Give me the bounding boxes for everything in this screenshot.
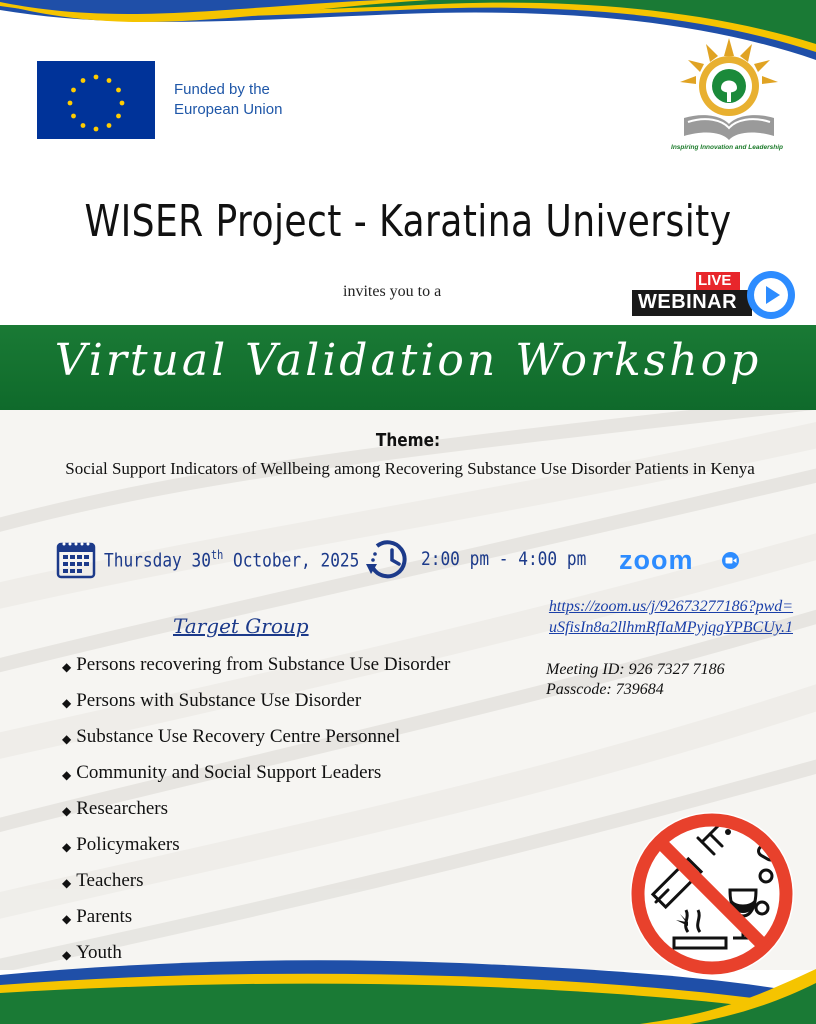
zoom-logo: zoom: [619, 545, 694, 575]
target-group-list: [62, 654, 450, 978]
list-item: [62, 906, 450, 942]
date-rest: October, 2025: [223, 549, 360, 572]
target-group-heading: Target Group: [173, 614, 309, 638]
list-item-text: Persons recovering from Substance Use Disorder: [76, 654, 451, 675]
diamond-bullet-icon: ◆: [62, 840, 72, 854]
list-item-text: Persons with Substance Use Disorder: [76, 690, 362, 711]
meeting-passcode: Passcode: 739684: [546, 681, 664, 698]
list-item-text: Substance Use Recovery Centre Personnel: [76, 726, 401, 747]
zoom-camera-icon: [722, 552, 741, 569]
theme-label: Theme:: [375, 430, 441, 451]
list-item-text: Community and Social Support Leaders: [76, 762, 382, 783]
meeting-id: Meeting ID: 926 7327 7186: [546, 661, 725, 678]
list-item-text: Parents: [76, 906, 133, 927]
webinar-label: WEBINAR: [638, 291, 738, 313]
no-drugs-icon: [628, 810, 796, 978]
list-item: [62, 654, 450, 690]
diamond-bullet-icon: ◆: [62, 660, 72, 674]
event-date: [104, 548, 359, 571]
diamond-bullet-icon: ◆: [62, 732, 72, 746]
live-webinar-badge: [632, 270, 796, 320]
play-icon: [746, 270, 796, 320]
list-item-text: Teachers: [76, 870, 144, 891]
list-item-text: Researchers: [76, 798, 169, 819]
list-item: [62, 798, 450, 834]
list-item-text: Youth: [76, 942, 122, 963]
date-ordinal: th: [210, 548, 224, 562]
clock-icon: [365, 538, 411, 580]
list-item-text: Policymakers: [76, 834, 180, 855]
meeting-details: [546, 660, 725, 700]
bottom-wave-decoration: [0, 955, 816, 1024]
invites-text: invites you to a: [343, 283, 442, 300]
eu-funding-text: [174, 80, 282, 120]
live-label: LIVE: [698, 272, 732, 289]
workshop-title: Virtual Validation Workshop: [54, 335, 762, 386]
eu-text-line2: European Union: [174, 101, 283, 118]
list-item: [62, 762, 450, 798]
event-time: 2:00 pm - 4:00 pm: [421, 548, 587, 570]
eu-flag-icon: [37, 61, 155, 139]
calendar-icon: [56, 539, 96, 579]
date-day: Thursday 30: [104, 549, 211, 572]
diamond-bullet-icon: ◆: [62, 948, 72, 962]
karatina-university-logo: [664, 36, 794, 154]
diamond-bullet-icon: ◆: [62, 768, 72, 782]
page-title: WISER Project - Karatina University: [84, 196, 732, 247]
list-item: [62, 690, 450, 726]
diamond-bullet-icon: ◆: [62, 804, 72, 818]
theme-text: Social Support Indicators of Wellbeing among Recovering Substance Use Disorder Patients in Kenya: [65, 459, 755, 478]
zoom-meeting-link[interactable]: https://zoom.us/j/92673277186?pwd=uSfisIn8a2llhmRfIaMPyjqgYPBCUy.1: [548, 598, 794, 636]
eu-text-line1: Funded by the: [174, 81, 270, 98]
list-item: [62, 726, 450, 762]
list-item: [62, 870, 450, 906]
university-tagline: Inspiring Innovation and Leadership: [671, 144, 783, 151]
diamond-bullet-icon: ◆: [62, 912, 72, 926]
diamond-bullet-icon: ◆: [62, 696, 72, 710]
diamond-bullet-icon: ◆: [62, 876, 72, 890]
list-item: [62, 834, 450, 870]
